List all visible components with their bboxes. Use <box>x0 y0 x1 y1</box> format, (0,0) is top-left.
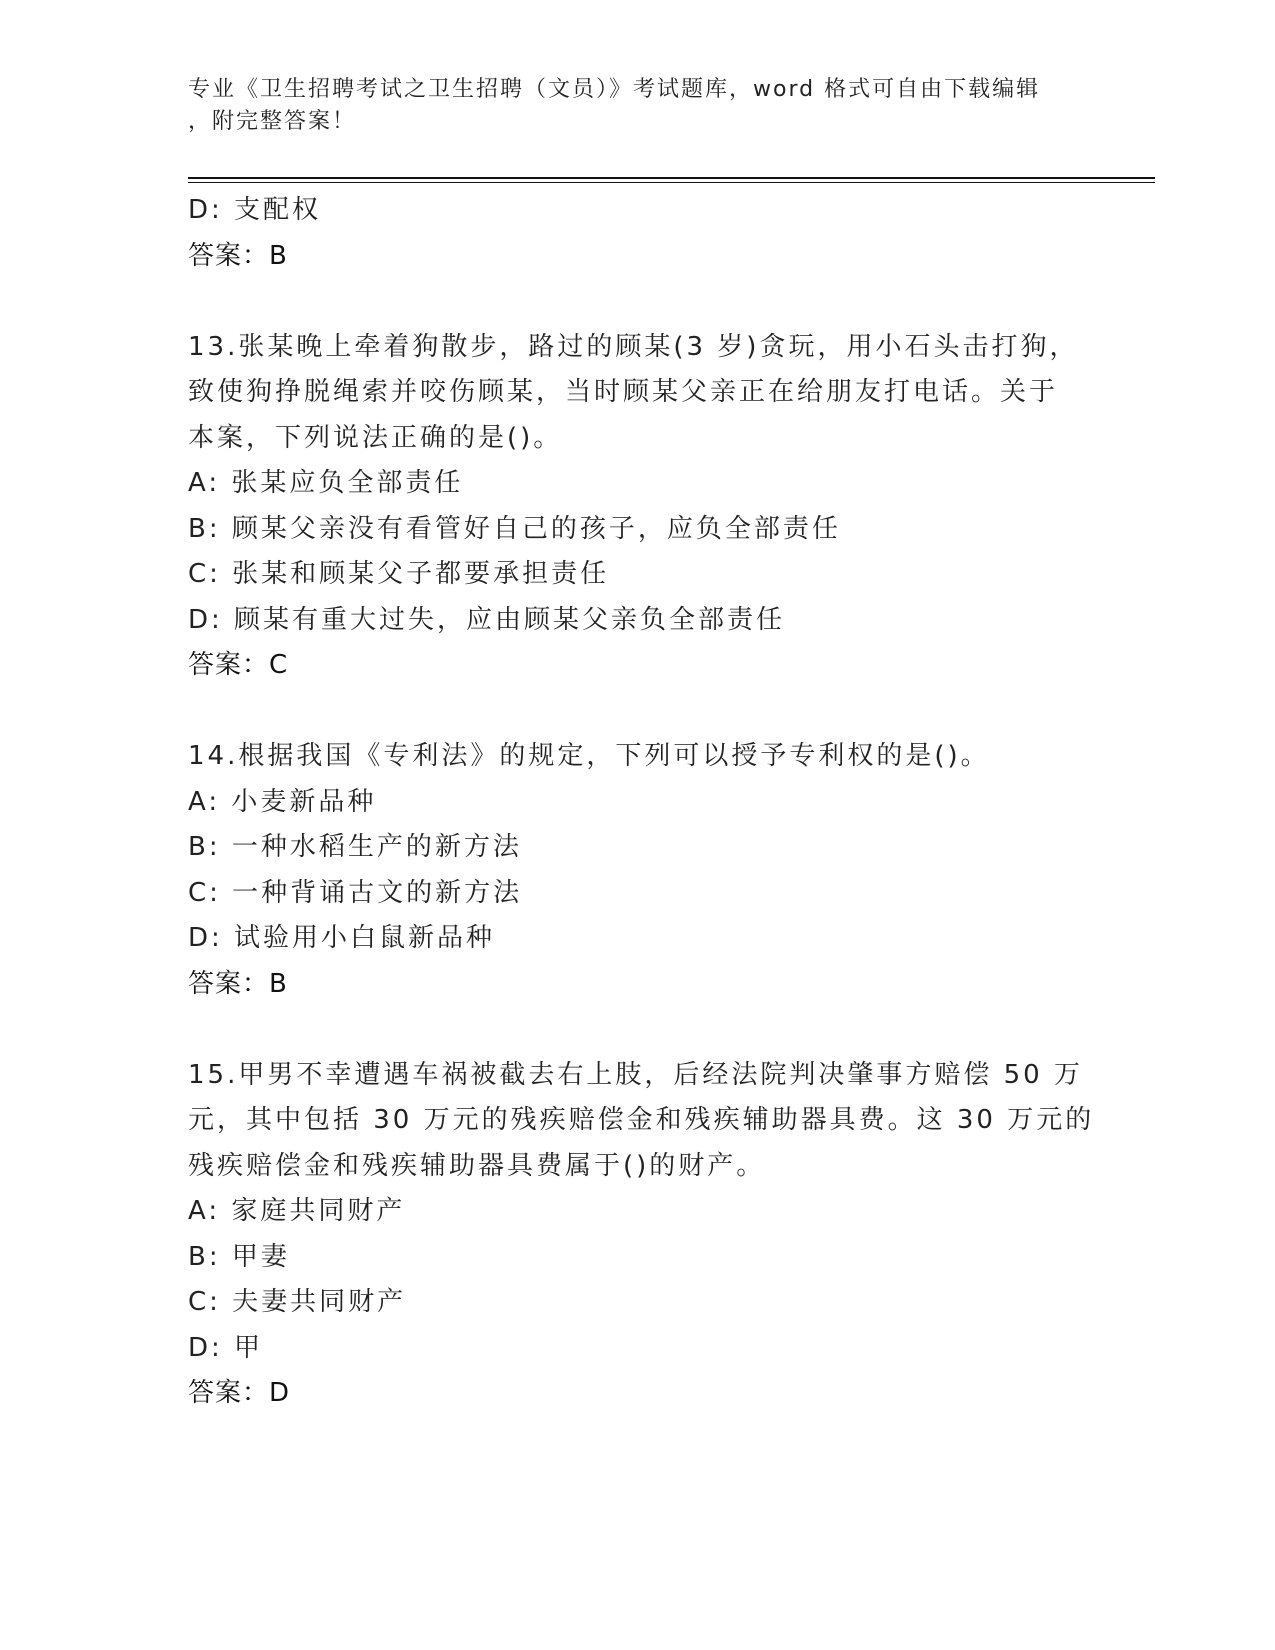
answer-line: 答案：B <box>188 240 288 271</box>
answer-line: 答案：C <box>188 650 289 680</box>
page-header <box>188 74 1088 138</box>
question-13 <box>188 325 1088 689</box>
option-c: C: 夫妻共同财产 <box>188 1287 407 1317</box>
option-d: D: 顾某有重大过失，应由顾某父亲负全部责任 <box>188 604 786 635</box>
question-stem-line: 残疾赔偿金和残疾辅助器具费属于()的财产。 <box>188 1150 766 1181</box>
question-stem-line: 13.张某晚上牵着狗散步，路过的顾某(3 岁)贪玩，用小石头击打狗， <box>188 331 1079 362</box>
option-d: D: 甲 <box>188 1332 264 1363</box>
option-a: A: 家庭共同财产 <box>188 1196 406 1226</box>
option-b: B: 顾某父亲没有看管好自己的孩子，应负全部责任 <box>188 513 841 544</box>
question-15 <box>188 1053 1095 1417</box>
question-stem-line: 14.根据我国《专利法》的规定，下列可以授予专利权的是()。 <box>188 741 990 771</box>
spacer <box>188 279 1088 325</box>
header-line-1: 专业《卫生招聘考试之卫生招聘（文员）》考试题库，word 格式可自由下载编辑 <box>188 77 1041 102</box>
option-d: D: 试验用小白鼠新品种 <box>188 923 496 953</box>
spacer <box>188 689 1088 735</box>
option-c: C: 张某和顾某父子都要承担责任 <box>188 559 610 589</box>
header-rule-thin <box>188 182 1155 183</box>
option-a: A: 小麦新品种 <box>188 786 377 817</box>
option-a: A: 张某应负全部责任 <box>188 468 464 498</box>
option-b: B: 一种水稻生产的新方法 <box>188 832 522 862</box>
spacer <box>188 1007 1088 1053</box>
answer-line: 答案：B <box>188 968 288 999</box>
question-list <box>188 188 1095 1417</box>
option-c: C: 一种背诵古文的新方法 <box>188 877 523 908</box>
question-stem-line: 本案，下列说法正确的是()。 <box>188 422 563 453</box>
header-rule-thick <box>188 177 1155 179</box>
header-line-2: ，附完整答案！ <box>188 109 357 134</box>
question-stem-line: 致使狗挣脱绳索并咬伤顾某，当时顾某父亲正在给朋友打电话。关于 <box>188 377 1059 407</box>
option-d: D: 支配权 <box>188 195 322 225</box>
question-12 <box>188 188 1088 279</box>
question-14 <box>188 734 1088 1007</box>
option-b: B: 甲妻 <box>188 1241 290 1272</box>
answer-line: 答案：D <box>188 1378 291 1408</box>
question-stem-line: 元，其中包括 30 万元的残疾赔偿金和残疾辅助器具费。这 30 万元的 <box>188 1105 1095 1135</box>
question-stem-line: 15.甲男不幸遭遇车祸被截去右上肢，后经法院判决肇事方赔偿 50 万 <box>188 1059 1083 1090</box>
